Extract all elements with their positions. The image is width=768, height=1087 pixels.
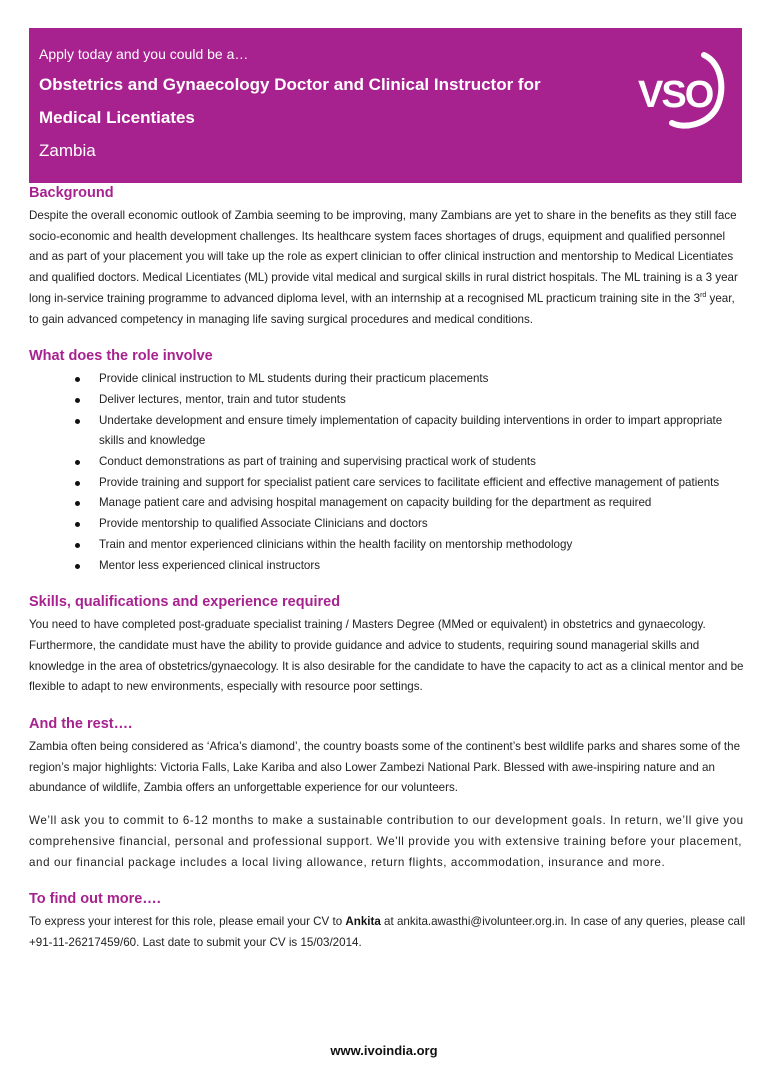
- banner-intro: Apply today and you could be a…: [39, 46, 249, 62]
- rest-heading: And the rest….: [29, 716, 133, 733]
- bullet-icon: [75, 501, 80, 506]
- bullet-icon: [75, 522, 80, 527]
- list-item: Provide mentorship to qualified Associate Clinicians and doctors: [69, 514, 747, 535]
- svg-text:VSO: VSO: [638, 74, 713, 116]
- bullet-icon: [75, 543, 80, 548]
- main-content: [29, 183, 747, 954]
- vso-logo-icon: [634, 47, 726, 129]
- job-title-line-2: Medical Licentiates: [39, 108, 195, 127]
- list-item: Undertake development and ensure timely implementation of capacity building interventions in order to impart appropriate skills and knowledge: [69, 411, 747, 452]
- rest-paragraph-2: We’ll ask you to commit to 6-12 months to make a sustainable contribution to our development goals. In return, we’ll give you comprehensive financial, personal and professional support. We'll provide you with extensive training before your placement, and our financial package includes a local living allowance, return flights, accommodation, insurance and more.: [29, 814, 744, 869]
- bullet-icon: [75, 377, 80, 382]
- list-item: Manage patient care and advising hospital management on capacity building for the department as required: [69, 493, 747, 514]
- skills-paragraph: You need to have completed post-graduate specialist training / Masters Degree (MMed or equivalent) in obstetrics and gynaecology. Furthermore, the candidate must have the ability to provide guidance and advice to students, requiring sound managerial skills and knowledge in the area of obstetrics/gynaecology. It is also desirable for the candidate to have the capacity to act as a clinical mentor and be flexible to adapt to new environments, especially with resource poor settings.: [29, 618, 744, 694]
- skills-heading: Skills, qualifications and experience required: [29, 594, 341, 611]
- background-paragraph: Despite the overall economic outlook of Zambia seeming to be improving, many Zambians are yet to share in the benefits as they still face socio-economic and health development challenges. Its healthcare system faces shortages of drugs, equipment and qualified personnel and as part of your placement you will take up the role as expert clinician to offer clinical instruction and mentorship to Medical Licentiates and qualified doctors. Medical Licentiates (ML) provide vital medical and surgical skills in rural district hospitals. The ML training is a 3 year long in-service training programme to advanced diploma level, with an internship at a recognised ML practicum training site in the 3rd year, to gain advanced competency in managing life saving surgical procedures and medical conditions.: [29, 209, 738, 326]
- rest-paragraph-1: Zambia often being considered as ‘Africa’s diamond’, the country boasts some of the continent’s best wildlife parks and shares some of the region’s major highlights: Victoria Falls, Lake Kariba and also Lower Zambezi National Park. Blessed with awe-inspiring nature and an abundance of wildlife, Zambia offers an unforgettable experience for our volunteers.: [29, 740, 741, 795]
- role-heading: What does the role involve: [29, 348, 213, 365]
- list-item: Provide training and support for specialist patient care services to facilitate efficient and effective management of patients: [69, 473, 747, 494]
- list-item: Train and mentor experienced clinicians within the health facility on mentorship methodology: [69, 535, 747, 556]
- bullet-icon: [75, 460, 80, 465]
- bullet-icon: [75, 398, 80, 403]
- list-item: Mentor less experienced clinical instructors: [69, 556, 747, 577]
- bullet-icon: [75, 564, 80, 569]
- role-list: [29, 369, 747, 576]
- website-link[interactable]: www.ivoindia.org: [330, 1043, 438, 1058]
- header-banner: [29, 28, 742, 183]
- contact-name: Ankita: [345, 915, 381, 929]
- job-title-line-1: Obstetrics and Gynaecology Doctor and Clinical Instructor for: [39, 75, 541, 94]
- list-item: Provide clinical instruction to ML students during their practicum placements: [69, 369, 747, 390]
- contact-email[interactable]: ankita.awasthi@ivolunteer.org.in: [396, 915, 565, 929]
- bullet-icon: [75, 419, 80, 424]
- job-location: Zambia: [39, 141, 96, 160]
- contact-paragraph: To express your interest for this role, please email your CV to Ankita at ankita.awasthi@ivolunteer.org.in. In case of any queries, please call +91-11-26217459/60. Last date to submit your CV is 15/03/2014.: [29, 915, 746, 949]
- more-heading: To find out more….: [29, 891, 161, 908]
- background-heading: Background: [29, 185, 114, 201]
- bullet-icon: [75, 481, 80, 486]
- list-item: Deliver lectures, mentor, train and tutor students: [69, 390, 747, 411]
- list-item: Conduct demonstrations as part of training and supervising practical work of students: [69, 452, 747, 473]
